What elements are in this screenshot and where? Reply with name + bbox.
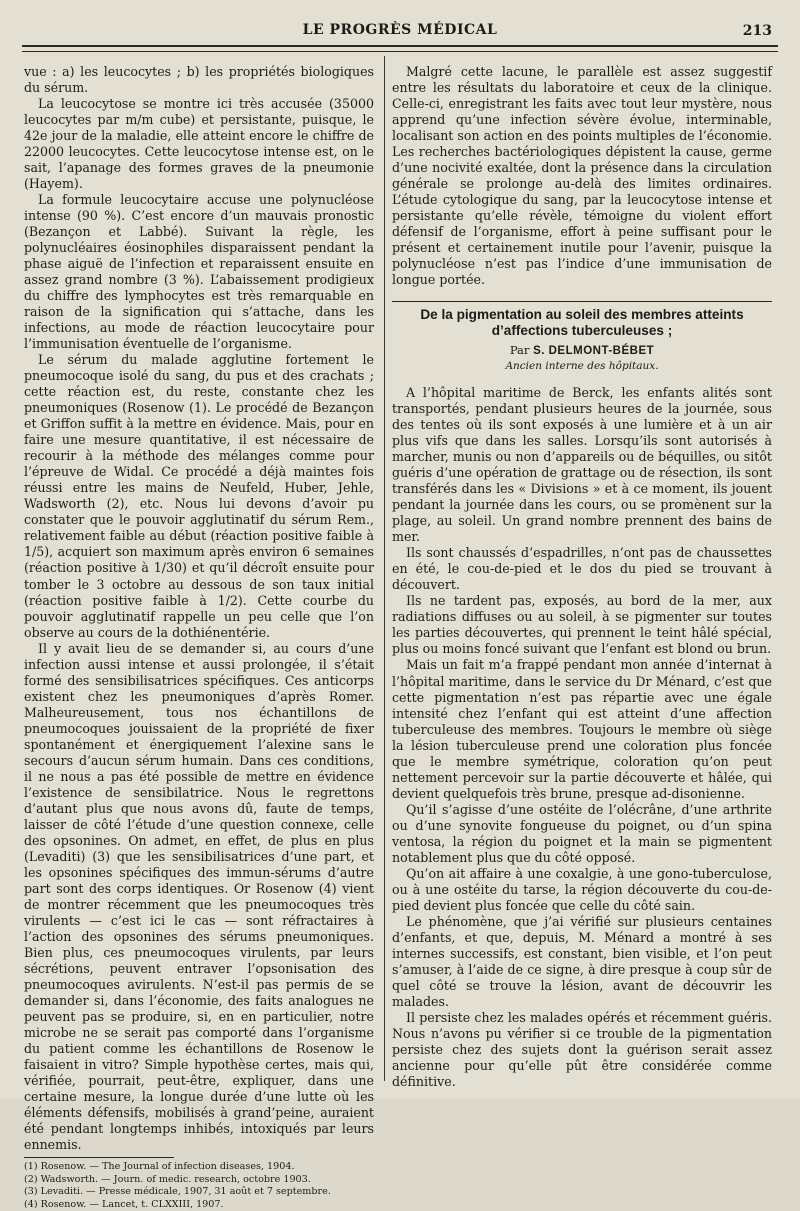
paragraph: Le sérum du malade agglutine fortement le pneumocoque isolé du sang, du pus et des crachats ; cette réaction est, du reste, constante chez les pneumoniques (Rosenow (1). Le procédé de Bezançon et Griffon suffit à la mettre en évidence. Mais, pour en faire une mesure quantitative, il est nécessaire de recourir à la méthode des mélanges comme pour l’épreuve de Widal. Ce procédé a déjà maintes fois réussi entre les mains de Neufeld, Huber, Jehle, Wadsworth (2), etc. Nous lui devons d’avoir pu constater que le pouvoir agglutinatif du sérum Rem., relativement faible au début (réaction positive faible à 1/5), acquiert son maximum après environ 6 semaines (réaction positive à 1/30) et qu’il décroît ensuite pour tomber le 3 octobre au dessous de son taux initial (réaction positive faible à 1/2). Cette courbe du pouvoir agglutinatif rappelle un peu celle que l’on observe au cours de la dothiénentérie. bbox=[24, 352, 374, 640]
page-number: 213 bbox=[742, 23, 772, 39]
footnote: (4) Rosenow. — Lancet, t. CLXXIII, 1907. bbox=[24, 1198, 224, 1210]
footnote: (1) Rosenow. — The Journal of infection diseases, 1904. bbox=[24, 1161, 295, 1173]
paragraph: Il y avait lieu de se demander si, au cours d’une infection aussi intense et aussi prolongée, il s’était formé des sensibilisatrices spécifiques. Ces anticorps existent chez les pneumoniques d’après Romer. Malheureusement, tous nos échantillons de pneumocoques jouissaient de la propriété de fixer spontanément et énergiquement l’alexine sans le secours d’aucun sérum humain. Dans ces conditions, il ne nous a pas été possible de mettre en évidence l’existence de sensibilatrice. Nous le regrettons d’autant plus que nous avons dû, faute de temps, laisser de côté l’étude d’une question connexe, celle des opsonines. On admet, en effet, de plus en plus (Levaditi) (3) que les sensibilisatrices d’une part, et les opsonines spécifiques des immun-sérums d’autre part sont des corps identiques. Or Rosenow (4) vient de montrer récemment que les pneumocoques très virulents — c’est ici le cas — sont réfractaires à l’action des opsonines des sérums pneumoniques. Bien plus, ces pneumocoques virulents, par leurs sécrétions, peuvent entraver l’opsonisation des pneumocoques avirulents. N’est-il pas permis de se demander si, dans l’économie, des faits analogues ne peuvent pas se produire, si, en en particulier, notre microbe ne se serait pas comporté dans l’organisme du patient comme les échantillons de Rosenow le faisaient in vitro? Simple hypothèse certes, mais qui, vérifiée, pourrait, peut-être, expliquer, dans une certaine mesure, la longue durée d’une lutte où les éléments défensifs, mobilisés à grand’peine, auraient été pendant longtemps inhibés, intoxiqués par leurs ennemis. bbox=[24, 640, 374, 1153]
column-separator bbox=[384, 56, 385, 1081]
left-column bbox=[24, 64, 374, 1211]
paragraph: Malgré cette lacune, le parallèle est assez suggestif entre les résultats du laboratoire et ceux de la clinique. Celle-ci, enregistrant les faits avec tout leur mystère, nous apprend qu’une infection sévère évolue, interminable, localisant son action en des points multiples de l’économie. Les recherches bactériologiques dépistent la cause, germe d’une nocivité exaltée, dont la présence dans la circulation générale se prolonge au-delà des limites ordinaires. L’étude cytologique du sang, par la leucocytose intense et persistante qu’elle révèle, témoigne du violent effort défensif de l’organisme, effort à peine suffisant pour le présent et certainement inutile pour l’avenir, puisque la polynucléose n’est pas l’indice d’une immunisation de longue portée. bbox=[392, 64, 772, 288]
paragraph: La formule leucocytaire accuse une polynucléose intense (90 %). C’est encore d’un mauvais pronostic (Bezançon et Labbé). Suivant la règle, les polynucléaires éosinophiles disparaissent pendant la phase aiguë de l’infection et reparaissent ensuite en assez grand nombre (3 %). L’abaissement prodigieux du chiffre des lymphocytes est très remarquable en raison de la signification qui s’attache, dans les infections, au mode de réaction leucocytaire pour l’immunisation éventuelle de l’organisme. bbox=[24, 192, 374, 352]
paragraph: Mais un fait m’a frappé pendant mon année d’internat à l’hôpital maritime, dans le service du Dr Ménard, c’est que cette pigmentation n’est pas répartie avec une égale intensité chez l’enfant qui est atteint d’une affection tuberculeuse des membres. Toujours le membre où siège la lésion tuberculeuse prend une coloration plus foncée que le membre symétrique, coloration qu’on peut nettement percevoir sur la partie découverte et hâlée, qui devient quelquefois très brune, presque ad-disonienne. bbox=[392, 657, 772, 801]
paragraph: Qu’on ait affaire à une coxalgie, à une gono-tuberculose, ou à une ostéite du tarse, la région découverte du cou-de-pied devient plus foncée que celle du côté sain. bbox=[392, 865, 772, 913]
byline bbox=[392, 343, 772, 359]
footnote-rule bbox=[24, 1157, 174, 1158]
byline-by: Par bbox=[509, 343, 530, 358]
journal-title: LE PROGRÈS MÉDICAL bbox=[302, 22, 498, 38]
paragraph: Ils ne tardent pas, exposés, au bord de la mer, aux radiations diffuses ou au soleil, à se pigmenter sur toutes les parties découvertes, qui prennent le teint hâlé spécial, plus ou moins foncé suivant que l’enfant est blond ou brun. bbox=[392, 593, 772, 657]
paragraph: Il persiste chez les malades opérés et récemment guéris. Nous n’avons pu vérifier si ce trouble de la pigmentation persiste chez des sujets dont la guérison serait assez ancienne pour qu’elle pût être considérée comme définitive. bbox=[392, 1009, 772, 1089]
author-affiliation: Ancien interne des hôpitaux. bbox=[505, 360, 659, 373]
footnote: (2) Wadsworth. — Journ. of medic. research, octobre 1903. bbox=[24, 1173, 311, 1185]
paragraph: A l’hôpital maritime de Berck, les enfants alités sont transportés, pendant plusieurs heures de la journée, sous des tentes où ils sont exposés à une lumière et à un air plus vifs que dans les salles. Lorsqu’ils sont autorisés à marcher, munis ou non d’appareils ou de béquilles, ou sitôt guéris d’une opération de grattage ou de résection, ils sont transférés dans les « Divisions » et à ce moment, ils jouent pendant la journée dans les cours, ou se promènent sur la plage, au soleil. Un grand nombre prennent des bains de mer. bbox=[392, 385, 772, 545]
paragraph: vue : a) les leucocytes ; b) les propriétés biologiques du sérum. bbox=[24, 64, 374, 96]
paragraph: Ils sont chaussés d’espadrilles, n’ont pas de chaussettes en été, le cou-de-pied et le dos du pied se trouvant à découvert. bbox=[392, 545, 772, 593]
right-column bbox=[392, 64, 772, 1090]
article-title: De la pigmentation au soleil des membres atteints d’affections tuberculeuses ; bbox=[420, 307, 744, 339]
footnote: (3) Levaditi. — Presse médicale, 1907, 31 août et 7 septembre. bbox=[24, 1186, 331, 1198]
paragraph: Qu’il s’agisse d’une ostéite de l’olécrâne, d’une arthrite ou d’une synovite fongueuse du poignet, ou d’un spina ventosa, la région du poignet et la main se pigmentent notablement plus que du côté opposé. bbox=[392, 801, 772, 865]
paragraph: La leucocytose se montre ici très accusée (35000 leucocytes par m/m cube) et persistante, puisque, le 42e jour de la maladie, elle atteint encore le chiffre de 22000 leucocytes. Cette leucocytose intense est, on le sait, l’apanage des formes graves de la pneumonie (Hayem). bbox=[24, 96, 374, 192]
author-name: S. DELMONT-BÉBET bbox=[533, 345, 655, 358]
paragraph: Le phénomène, que j’ai vérifié sur plusieurs centaines d’enfants, et que, depuis, M. Ménard a montré à ses internes successifs, est constant, bien visible, et l’on peut s’amuser, à l’aide de ce signe, à dire presque à coup sûr de quel côté se trouve la lésion, avant de découvrir les malades. bbox=[392, 913, 772, 1009]
footnotes bbox=[24, 1161, 374, 1211]
header-rule bbox=[22, 45, 778, 52]
section-rule bbox=[392, 301, 772, 302]
running-head bbox=[22, 22, 778, 44]
